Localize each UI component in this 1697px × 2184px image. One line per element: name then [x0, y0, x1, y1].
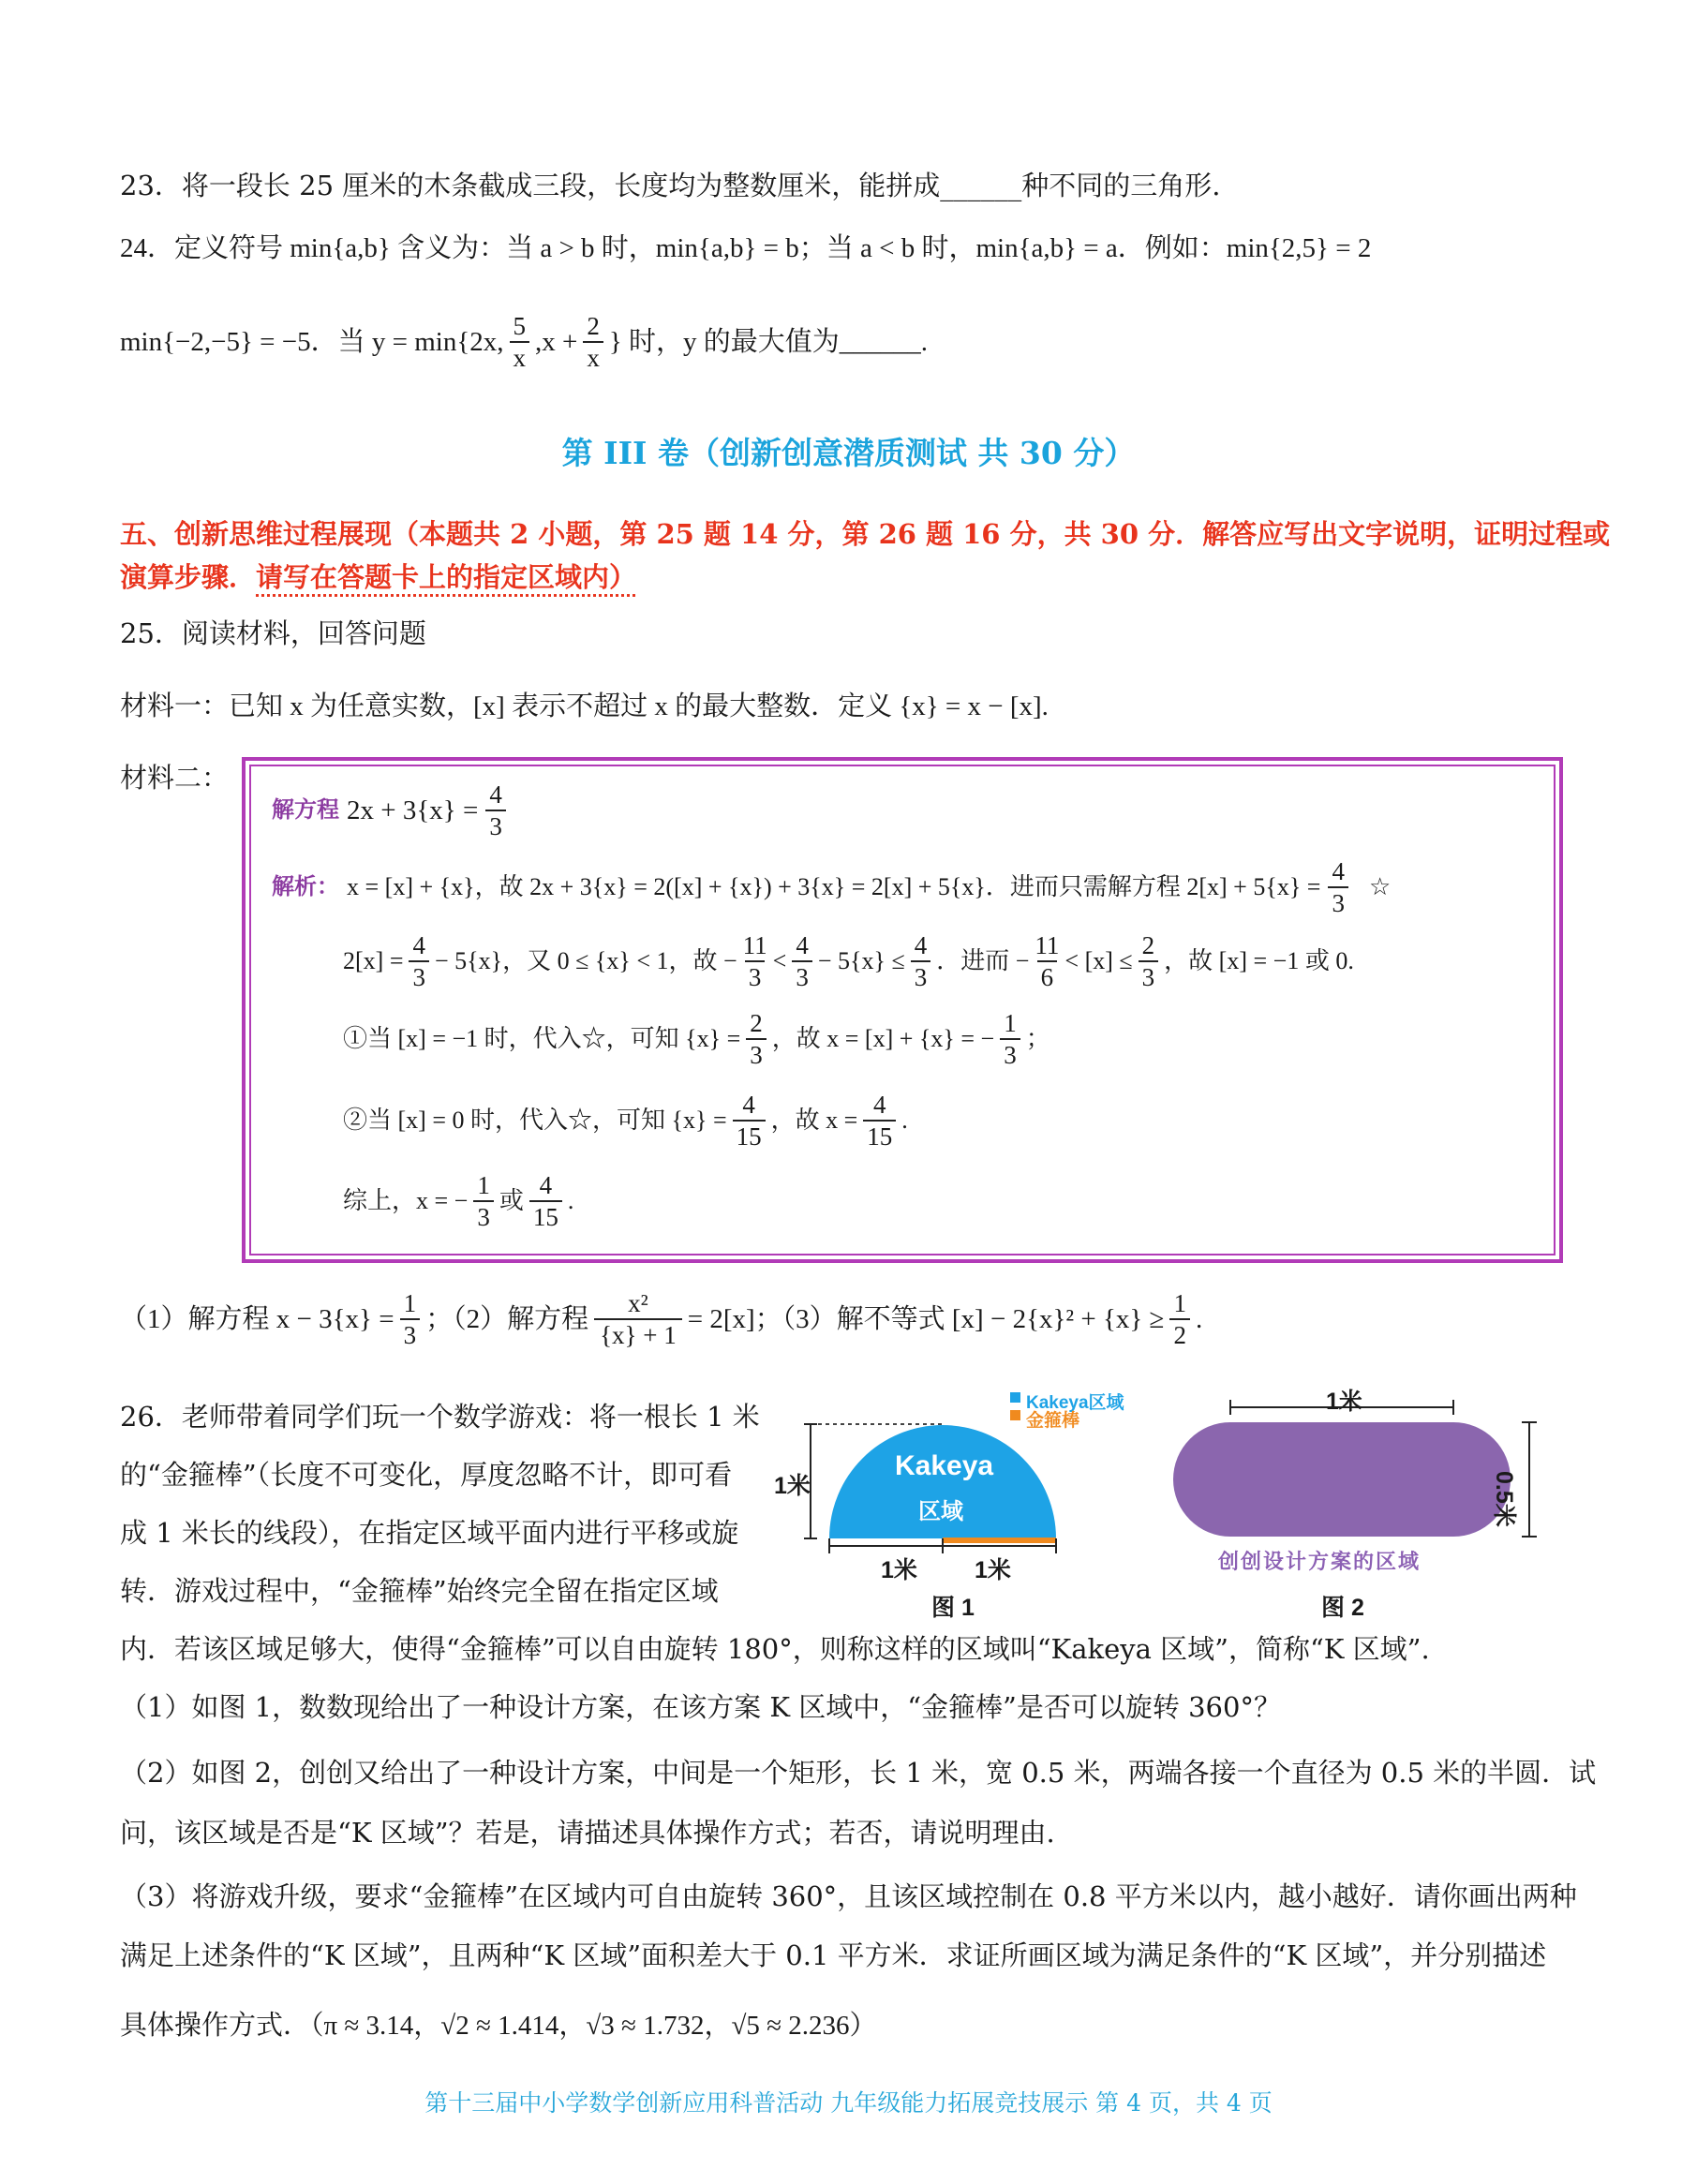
denominator: 2 — [1169, 1318, 1190, 1350]
fraction — [1035, 930, 1059, 992]
numerator: 2 — [750, 1009, 763, 1037]
legend-kakeya-swatch — [1010, 1392, 1020, 1403]
analysis-text: x = [x] + {x}，故 2x + 3{x} = 2([x] + {x}) + 3{x} = 2[x] + 5{x}．进而只需解方程 2[x] + 5{x} = — [347, 873, 1321, 900]
text: ；（2）解方程 — [425, 1304, 589, 1334]
fig1-height-label: 1米 — [774, 1473, 811, 1499]
numerator: 4 — [489, 780, 502, 809]
text: ； — [1025, 1025, 1050, 1052]
q24-fraction-1 — [510, 311, 530, 373]
text: ，故 [x] = −1 或 0. — [1164, 947, 1354, 974]
fraction — [485, 780, 506, 841]
denominator: x — [510, 341, 530, 373]
question-25-parts — [120, 1288, 1202, 1350]
fraction — [1139, 930, 1159, 992]
denominator: 15 — [863, 1120, 896, 1151]
text: = 2[x]；（3）解不等式 [x] − 2{x}² + {x} ≥ — [687, 1304, 1165, 1334]
fig1-base-left-label: 1米 — [881, 1557, 917, 1583]
text: ②当 [x] = 0 时，代入☆，可知 {x} = — [343, 1107, 727, 1134]
legend-rod-label: 金箍棒 — [1026, 1411, 1080, 1431]
q24-text-a: min{−2,−5} = −5．当 y = min{2x, — [120, 327, 504, 357]
question-26-part-2-line-2: 问，该区域是否是“K 区域”？若是，请描述具体操作方式；若否，请说明理由. — [120, 1817, 1055, 1849]
text: . — [901, 1107, 908, 1134]
numerator: 11 — [742, 931, 767, 959]
figure-2-caption: 图 2 — [1321, 1595, 1364, 1621]
figure-1-caption: 图 1 — [931, 1595, 975, 1621]
section5-steps: 演算步骤． — [120, 561, 257, 593]
text: （1）解方程 x − 3{x} = — [120, 1304, 394, 1334]
question-26-part-2-line-1: （2）如图 2，创创又给出了一种设计方案，中间是一个矩形，长 1 米，宽 0.5 米，两端各接一个直径为 0.5 米的半圆．试 — [120, 1757, 1597, 1789]
denominator: {x} + 1 — [594, 1318, 682, 1350]
denominator: 3 — [746, 1038, 767, 1070]
question-26-part-3-line-1: （3）将游戏升级，要求“金箍棒”在区域内可自由旋转 360°，且该区域控制在 0.8 平方米以内，越小越好．请你画出两种 — [120, 1880, 1577, 1912]
text: − 5{x}，又 0 ≤ {x} < 1，故 − — [434, 947, 737, 974]
section5-instructions-line1: 五、创新思维过程展现（本题共 2 小题，第 25 题 14 分，第 26 题 16 分，共 30 分．解答应写出文字说明，证明过程或 — [120, 518, 1611, 550]
box-case-1 — [343, 1008, 1050, 1070]
numerator: 1 — [403, 1289, 417, 1317]
star-icon: ☆ — [1368, 873, 1392, 900]
fraction — [409, 930, 429, 992]
denominator: 15 — [733, 1120, 766, 1151]
text: < — [772, 947, 787, 974]
question-24-line1: 24．定义符号 min{a,b} 含义为：当 a > b 时，min{a,b} = b；当 a < b 时，min{a,b} = a．例如：min{2,5} = 2 — [120, 233, 1372, 263]
numerator: 2 — [1141, 931, 1155, 959]
text: < [x] ≤ — [1064, 947, 1133, 974]
numerator: 4 — [412, 931, 425, 959]
analysis-label: 解析： — [272, 875, 339, 899]
text: . — [1195, 1304, 1203, 1334]
denominator: 3 — [911, 960, 931, 992]
question-26-line-5: 内．若该区域足够大，使得“金箍棒”可以自由旋转 180°，则称这样的区域叫“Kakeya 区域”，简称“K 区域”. — [120, 1633, 1430, 1665]
denominator: 3 — [745, 960, 766, 992]
box-case-2 — [343, 1090, 908, 1151]
text: − 5{x} ≤ — [817, 947, 905, 974]
text: ．进而 − — [936, 947, 1030, 974]
box-solve-line — [272, 780, 506, 841]
question-26-part-1: （1）如图 1，数数现给出了一种设计方案，在该方案 K 区域中，“金箍棒”是否可以旋转 360°？ — [120, 1691, 1281, 1723]
fraction — [911, 930, 931, 992]
text: 或 — [499, 1187, 524, 1214]
fraction — [863, 1090, 896, 1151]
numerator: x² — [628, 1289, 648, 1317]
denominator: 3 — [1328, 886, 1348, 918]
box-line-2 — [343, 930, 1354, 992]
legend-rod-swatch — [1010, 1410, 1020, 1420]
kakeya-center-sublabel: 区域 — [918, 1499, 963, 1524]
fig2-region — [1173, 1422, 1511, 1537]
numerator: 2 — [587, 312, 600, 340]
numerator: 4 — [873, 1091, 886, 1119]
material-1: 材料一：已知 x 为任意实数，[x] 表示不超过 x 的最大整数．定义 {x} = x − [x]. — [120, 691, 1049, 721]
question-26-part-3-line-2: 满足上述条件的“K 区域”，且两种“K 区域”面积差大于 0.1 平方米．求证所画区域为满足条件的“K 区域”，并分别描述 — [120, 1939, 1547, 1971]
denominator: 3 — [409, 960, 429, 992]
text: ，故 x = — [770, 1107, 858, 1134]
fraction — [473, 1170, 494, 1232]
denominator: 3 — [400, 1318, 421, 1350]
section5-answer-area: 请写在答题卡上的指定区域内） — [256, 561, 637, 593]
numerator: 1 — [1173, 1289, 1186, 1317]
q24-text-b: ,x + — [535, 327, 578, 357]
denominator: 3 — [1000, 1038, 1020, 1070]
legend-kakeya-label: Kakeya区域 — [1026, 1393, 1124, 1413]
text: . — [567, 1187, 574, 1214]
question-26-line-2: 的“金箍棒”（长度不可变化，厚度忽略不计，即可看 — [120, 1459, 733, 1491]
denominator: 3 — [485, 810, 506, 841]
fig2-top-label: 1米 — [1326, 1389, 1362, 1415]
q24-fraction-2 — [583, 311, 603, 373]
box-analysis-line — [272, 856, 1391, 918]
fraction — [1169, 1288, 1190, 1350]
question-26-line-3: 成 1 米长的线段），在指定区域平面内进行平移或旋 — [120, 1517, 739, 1549]
fraction — [746, 1008, 767, 1070]
solve-label: 解方程 — [272, 798, 339, 823]
section-heading: 第 III 卷（创新创意潜质测试 共 30 分） — [561, 435, 1136, 471]
numerator: 4 — [742, 1091, 755, 1119]
fraction — [743, 930, 767, 992]
page-footer: 第十三届中小学数学创新应用科普活动 九年级能力拓展竞技展示 第 4 页，共 4 页 — [424, 2089, 1273, 2117]
fraction — [529, 1170, 562, 1232]
fig2-caption-text: 创创设计方案的区域 — [1218, 1550, 1422, 1573]
fraction — [594, 1288, 682, 1350]
fraction — [400, 1288, 421, 1350]
denominator: 15 — [529, 1200, 562, 1232]
question-26-line-4: 转．游戏过程中，“金箍棒”始终完全留在指定区域 — [120, 1575, 719, 1607]
question-26-part-3-line-3: 具体操作方式．（π ≈ 3.14，√2 ≈ 1.414，√3 ≈ 1.732，√5 ≈ 2.236） — [120, 2011, 877, 2041]
denominator: 3 — [792, 960, 812, 992]
denominator: 6 — [1037, 960, 1058, 992]
denominator: x — [583, 341, 603, 373]
denominator: 3 — [473, 1200, 494, 1232]
numerator: 4 — [914, 931, 928, 959]
material-2-label: 材料二： — [120, 762, 230, 794]
question-23: 23．将一段长 25 厘米的木条截成三段，长度均为整数厘米，能拼成______种不同的三角形. — [120, 170, 1221, 201]
question-26-line-1: 26．老师带着同学们玩一个数学游戏：将一根长 1 米 — [120, 1401, 760, 1433]
denominator: 3 — [1139, 960, 1159, 992]
fraction — [733, 1090, 766, 1151]
fraction — [792, 930, 812, 992]
numerator: 5 — [513, 312, 527, 340]
numerator: 4 — [1332, 857, 1345, 885]
numerator: 1 — [1004, 1009, 1017, 1037]
q24-text-c: } 时，y 的最大值为______. — [608, 327, 929, 357]
fig1-base-right-label: 1米 — [975, 1557, 1011, 1583]
kakeya-center-label: Kakeya — [895, 1450, 994, 1481]
numerator: 1 — [477, 1171, 490, 1199]
question-24-line2 — [120, 311, 928, 373]
numerator: 4 — [539, 1171, 553, 1199]
section5-instructions-line2 — [120, 557, 636, 595]
text: 综上，x = − — [343, 1187, 469, 1214]
text: ①当 [x] = −1 时，代入☆，可知 {x} = — [343, 1025, 741, 1052]
fraction — [1000, 1008, 1020, 1070]
question-25-title: 25．阅读材料，回答问题 — [120, 617, 426, 649]
box-summary — [343, 1170, 573, 1232]
solve-equation: 2x + 3{x} = — [347, 795, 479, 825]
fig2-side-label: 0.5米 — [1491, 1471, 1517, 1527]
text: 2[x] = — [343, 947, 404, 974]
numerator: 4 — [796, 931, 809, 959]
fraction — [1328, 856, 1348, 918]
text: ，故 x = [x] + {x} = − — [771, 1025, 995, 1052]
numerator: 11 — [1035, 931, 1060, 959]
